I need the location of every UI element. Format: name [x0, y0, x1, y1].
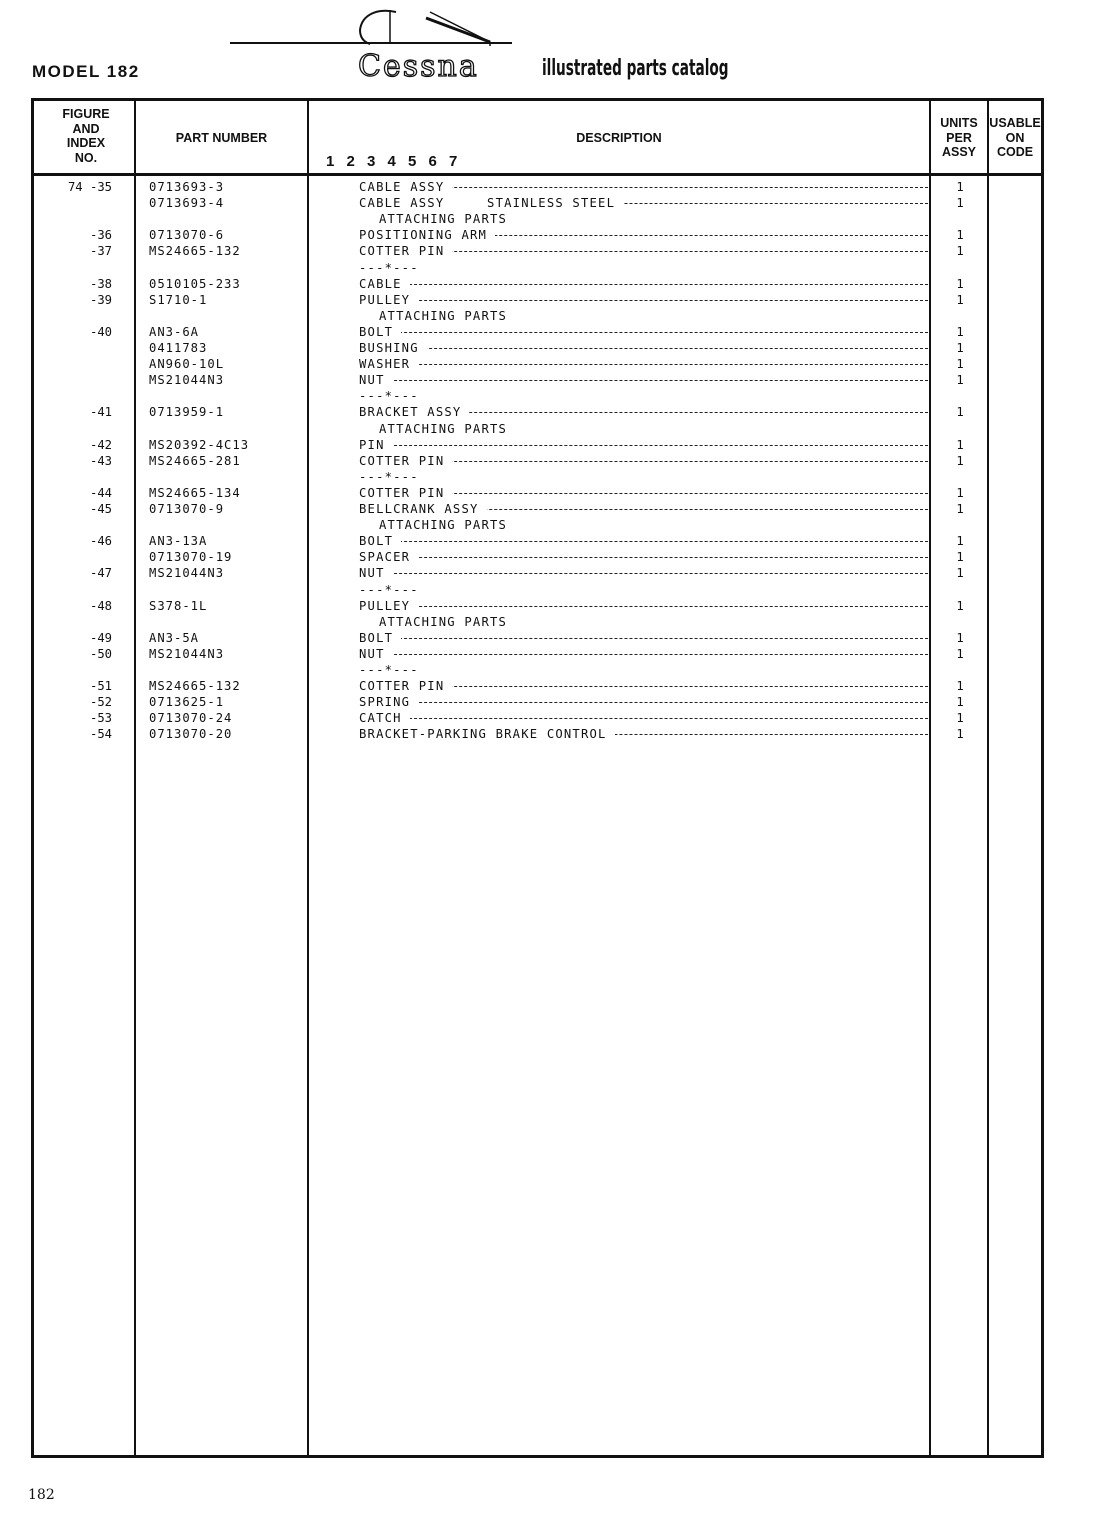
description-cell [359, 646, 928, 662]
description-cell [359, 630, 928, 646]
description-cell [359, 340, 928, 356]
description-text: BOLT [359, 631, 401, 645]
units-cell: 1 [956, 437, 964, 452]
units-cell: 1 [956, 727, 964, 742]
description-cell [359, 179, 928, 195]
description-text: PULLEY [359, 599, 418, 613]
description-cell [359, 388, 928, 404]
part-number-cell: 0713959-1 [149, 405, 225, 420]
description-text: CATCH [359, 711, 410, 725]
description-cell [359, 308, 928, 324]
description-cell [359, 485, 928, 501]
table-row [34, 260, 1041, 276]
description-text: NUT [359, 566, 393, 580]
figure-index-cell: -40 [89, 324, 112, 339]
figure-index-cell: -42 [89, 437, 112, 452]
figure-index-cell: -39 [89, 292, 112, 307]
units-cell: 1 [956, 180, 964, 194]
description-text: COTTER PIN [359, 454, 452, 468]
header-description: DESCRIPTION [576, 131, 662, 145]
part-number-cell: 0713070-24 [149, 711, 233, 726]
figure-index-cell: -52 [89, 695, 112, 710]
description-cell [359, 549, 928, 565]
table-row [34, 437, 1041, 453]
description-text: BUSHING [359, 341, 427, 355]
header-usable-on-code: USABLE ON CODE [989, 116, 1041, 159]
table-row [34, 243, 1041, 259]
description-text: ---*--- [359, 663, 427, 677]
units-cell: 1 [956, 598, 964, 613]
description-text: WASHER [359, 357, 418, 371]
description-cell [359, 565, 928, 581]
part-number-cell: 0713693-4 [149, 196, 225, 211]
figure-index-cell: -38 [89, 276, 112, 291]
description-cell [359, 211, 928, 227]
description-text: ATTACHING PARTS [379, 518, 515, 532]
description-cell [359, 678, 928, 694]
part-number-cell: MS21044N3 [149, 373, 225, 388]
table-row [34, 404, 1041, 420]
figure-index-cell: -54 [89, 727, 112, 742]
table-row [34, 678, 1041, 694]
description-cell [359, 582, 928, 598]
part-number-cell: MS21044N3 [149, 566, 225, 581]
figure-index-cell: -48 [89, 598, 112, 613]
units-cell: 1 [956, 566, 964, 581]
table-row [34, 227, 1041, 243]
part-number-cell: MS24665-281 [149, 453, 241, 468]
description-cell [359, 292, 928, 308]
model-label: MODEL 182 [32, 62, 140, 81]
table-row [34, 453, 1041, 469]
description-text: COTTER PIN [359, 244, 452, 258]
description-text: CABLE ASSY STAINLESS STEEL [359, 196, 623, 210]
description-text: ATTACHING PARTS [379, 615, 515, 629]
description-cell [359, 710, 928, 726]
header-indent-levels: 1 2 3 4 5 6 7 [326, 153, 462, 170]
description-cell [359, 356, 928, 372]
description-text: NUT [359, 373, 393, 387]
table-row [34, 694, 1041, 710]
parts-table [31, 98, 1044, 1458]
table-row [34, 565, 1041, 581]
description-cell [359, 501, 928, 517]
description-text: SPACER [359, 550, 418, 564]
figure-index-cell: -37 [89, 244, 112, 259]
description-cell [359, 260, 928, 276]
header-figure-index: FIGURE AND INDEX NO. [62, 107, 110, 165]
table-row [34, 533, 1041, 549]
units-cell: 1 [956, 679, 964, 694]
description-cell [359, 614, 928, 630]
description-cell [359, 243, 928, 259]
header-units-per-assy: UNITS PER ASSY [940, 116, 978, 159]
units-cell: 1 [956, 373, 964, 388]
description-text: PULLEY [359, 293, 418, 307]
table-row [34, 388, 1041, 404]
table-row [34, 710, 1041, 726]
units-cell: 1 [956, 276, 964, 291]
logo-swoosh-icon [340, 4, 520, 52]
units-cell: 1 [956, 324, 964, 339]
table-row [34, 662, 1041, 678]
description-cell [359, 662, 928, 678]
description-text: CABLE [359, 277, 410, 291]
part-number-cell: 0713625-1 [149, 695, 225, 710]
figure-index-cell: -44 [89, 485, 112, 500]
units-cell: 1 [956, 453, 964, 468]
units-cell: 1 [956, 711, 964, 726]
table-row [34, 372, 1041, 388]
description-cell [359, 276, 928, 292]
table-row [34, 211, 1041, 227]
part-number-cell: 0713070-19 [149, 550, 233, 565]
description-text: ATTACHING PARTS [379, 212, 515, 226]
table-row [34, 517, 1041, 533]
table-row [34, 614, 1041, 630]
description-cell [359, 469, 928, 485]
description-text: SPRING [359, 695, 418, 709]
description-text: BOLT [359, 534, 401, 548]
part-number-cell: AN3-6A [149, 324, 200, 339]
description-text: ATTACHING PARTS [379, 422, 515, 436]
figure-index-cell: -46 [89, 534, 112, 549]
description-cell [359, 195, 928, 211]
table-row [34, 195, 1041, 211]
figure-index-cell: -45 [89, 502, 112, 516]
description-text: ---*--- [359, 389, 427, 403]
description-cell [359, 421, 928, 437]
figure-index-cell: -41 [89, 405, 112, 420]
description-text: ---*--- [359, 470, 427, 484]
units-cell: 1 [956, 341, 964, 355]
description-text: ---*--- [359, 261, 427, 275]
figure-index-cell: -53 [89, 711, 112, 726]
description-text: ---*--- [359, 583, 427, 597]
description-text: ATTACHING PARTS [379, 309, 515, 323]
table-row [34, 469, 1041, 485]
brand-wordmark: Cessna [358, 49, 479, 84]
description-cell [359, 453, 928, 469]
table-row [34, 324, 1041, 340]
description-cell [359, 372, 928, 388]
table-row [34, 356, 1041, 372]
units-cell: 1 [956, 534, 964, 549]
table-row [34, 276, 1041, 292]
table-row [34, 501, 1041, 517]
part-number-cell: MS21044N3 [149, 646, 225, 661]
description-cell [359, 694, 928, 710]
units-cell: 1 [956, 292, 964, 307]
part-number-cell: AN960-10L [149, 357, 225, 372]
figure-index-cell: -49 [89, 630, 112, 645]
units-cell: 1 [956, 630, 964, 645]
part-number-cell: MS20392-4C13 [149, 437, 250, 452]
units-cell: 1 [956, 550, 964, 565]
description-text: BRACKET-PARKING BRAKE CONTROL [359, 727, 615, 741]
table-row [34, 598, 1041, 614]
table-row [34, 340, 1041, 356]
description-text: POSITIONING ARM [359, 228, 495, 242]
table-row [34, 485, 1041, 501]
units-cell: 1 [956, 485, 964, 500]
figure-index-cell: -36 [89, 228, 112, 243]
description-cell [359, 437, 928, 453]
units-cell: 1 [956, 228, 964, 243]
description-cell [359, 227, 928, 243]
table-row [34, 646, 1041, 662]
part-number-cell: 0713693-3 [149, 180, 225, 194]
table-row [34, 421, 1041, 437]
description-cell [359, 533, 928, 549]
units-cell: 1 [956, 196, 964, 211]
part-number-cell: 0713070-9 [149, 502, 225, 516]
part-number-cell: 0713070-20 [149, 727, 233, 742]
header-part-number: PART NUMBER [175, 131, 268, 145]
description-cell [359, 598, 928, 614]
units-cell: 1 [956, 357, 964, 372]
part-number-cell: S1710-1 [149, 292, 208, 307]
description-text: NUT [359, 647, 393, 661]
figure-index-cell: -43 [89, 453, 112, 468]
description-text: BRACKET ASSY [359, 405, 469, 419]
description-text: BELLCRANK ASSY [359, 502, 487, 516]
catalog-title: illustrated parts catalog [542, 56, 729, 81]
units-cell: 1 [956, 646, 964, 661]
header-divider [34, 173, 1041, 176]
table-row [34, 292, 1041, 308]
description-text: COTTER PIN [359, 486, 452, 500]
part-number-cell: AN3-13A [149, 534, 208, 549]
description-text: BOLT [359, 325, 401, 339]
part-number-cell: 0411783 [149, 341, 208, 355]
table-row [34, 630, 1041, 646]
description-cell [359, 324, 928, 340]
part-number-cell: MS24665-132 [149, 679, 241, 694]
description-text: PIN [359, 438, 393, 452]
units-cell: 1 [956, 502, 964, 516]
figure-index-cell: 74 -35 [67, 180, 112, 194]
table-row [34, 726, 1041, 742]
description-cell [359, 404, 928, 420]
figure-index-cell: -47 [89, 566, 112, 581]
part-number-cell: AN3-5A [149, 630, 200, 645]
figure-index-cell: -51 [89, 679, 112, 694]
figure-index-cell: -50 [89, 646, 112, 661]
part-number-cell: MS24665-134 [149, 485, 241, 500]
table-row [34, 549, 1041, 565]
page-number: 182 [28, 1487, 55, 1503]
table-row [34, 582, 1041, 598]
units-cell: 1 [956, 405, 964, 420]
units-cell: 1 [956, 695, 964, 710]
table-row [34, 179, 1041, 195]
description-cell [359, 517, 928, 533]
part-number-cell: 0713070-6 [149, 228, 225, 243]
table-row [34, 308, 1041, 324]
description-text: CABLE ASSY [359, 180, 452, 194]
part-number-cell: S378-1L [149, 598, 208, 613]
description-cell [359, 726, 928, 742]
part-number-cell: 0510105-233 [149, 276, 241, 291]
description-text: COTTER PIN [359, 679, 452, 693]
part-number-cell: MS24665-132 [149, 244, 241, 259]
units-cell: 1 [956, 244, 964, 259]
